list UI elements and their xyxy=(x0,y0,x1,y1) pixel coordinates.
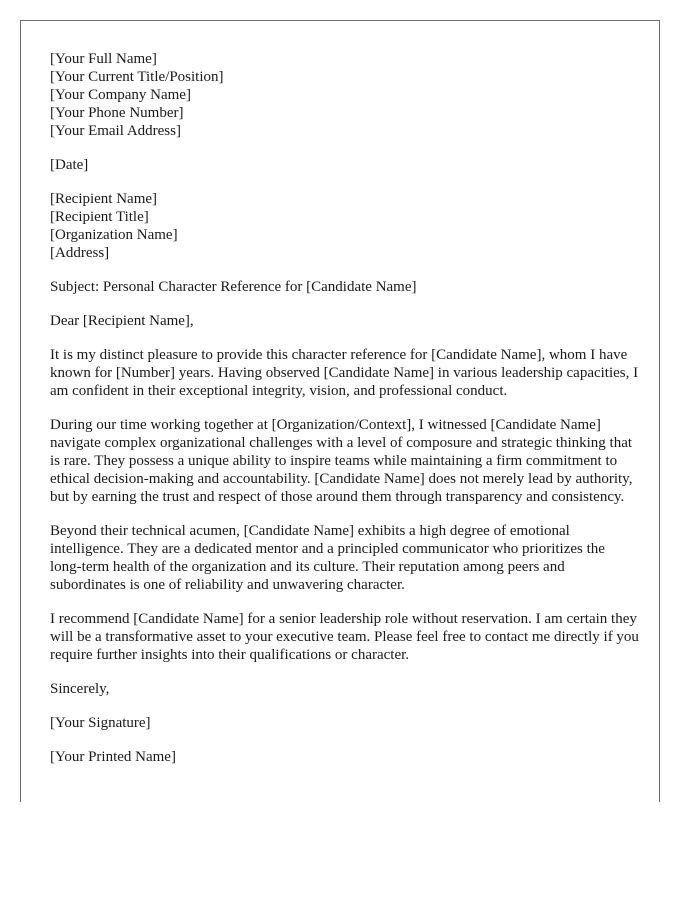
date-block xyxy=(50,156,639,174)
salutation: Dear [Recipient Name], xyxy=(50,313,194,329)
printed-name: [Your Printed Name] xyxy=(50,749,176,765)
recipient-name: [Recipient Name] xyxy=(50,191,158,207)
recipient-block xyxy=(50,190,639,262)
sender-block xyxy=(50,50,639,140)
letter-date: [Date] xyxy=(50,157,89,173)
body-paragraph-4: I recommend [Candidate Name] for a senior leadership role without reservation. I am certain they will be a transformative asset to your executive team. Please feel free to contact me directly if you require further insights into their qualifications or character. xyxy=(50,611,639,663)
sender-phone: [Your Phone Number] xyxy=(50,105,184,121)
recipient-address: [Address] xyxy=(50,245,110,261)
body-paragraph-1: It is my distinct pleasure to provide this character reference for [Candidate Name], whom I have known for [Number] years. Having observed [Candidate Name] in various leadership capacities, I am confident in their exceptional integrity, vision, and professional conduct. xyxy=(50,347,639,399)
subject-line: Subject: Personal Character Reference for [Candidate Name] xyxy=(50,279,417,295)
sender-full-name: [Your Full Name] xyxy=(50,51,157,67)
signature: [Your Signature] xyxy=(50,715,151,731)
sender-company: [Your Company Name] xyxy=(50,87,191,103)
closing: Sincerely, xyxy=(50,681,110,697)
body-paragraph-2: During our time working together at [Organization/Context], I witnessed [Candidate Name] navigate complex organizational challenges with a level of composure and strategic thinking that is rare. They possess a unique ability to inspire teams while maintaining a firm commitment to ethical decision-making and accountability. [Candidate Name] does not merely lead by authority, but by earning the trust and respect of those around them through transparency and consistency. xyxy=(50,417,633,505)
sender-title: [Your Current Title/Position] xyxy=(50,69,224,85)
sender-email: [Your Email Address] xyxy=(50,123,181,139)
letter-page xyxy=(20,20,660,802)
body-paragraph-3: Beyond their technical acumen, [Candidate Name] exhibits a high degree of emotional intelligence. They are a dedicated mentor and a principled communicator who prioritizes the long-term health of the organization and its culture. Their reputation among peers and subordinates is one of reliability and unwavering character. xyxy=(50,523,605,593)
recipient-organization: [Organization Name] xyxy=(50,227,178,243)
recipient-title: [Recipient Title] xyxy=(50,209,149,225)
